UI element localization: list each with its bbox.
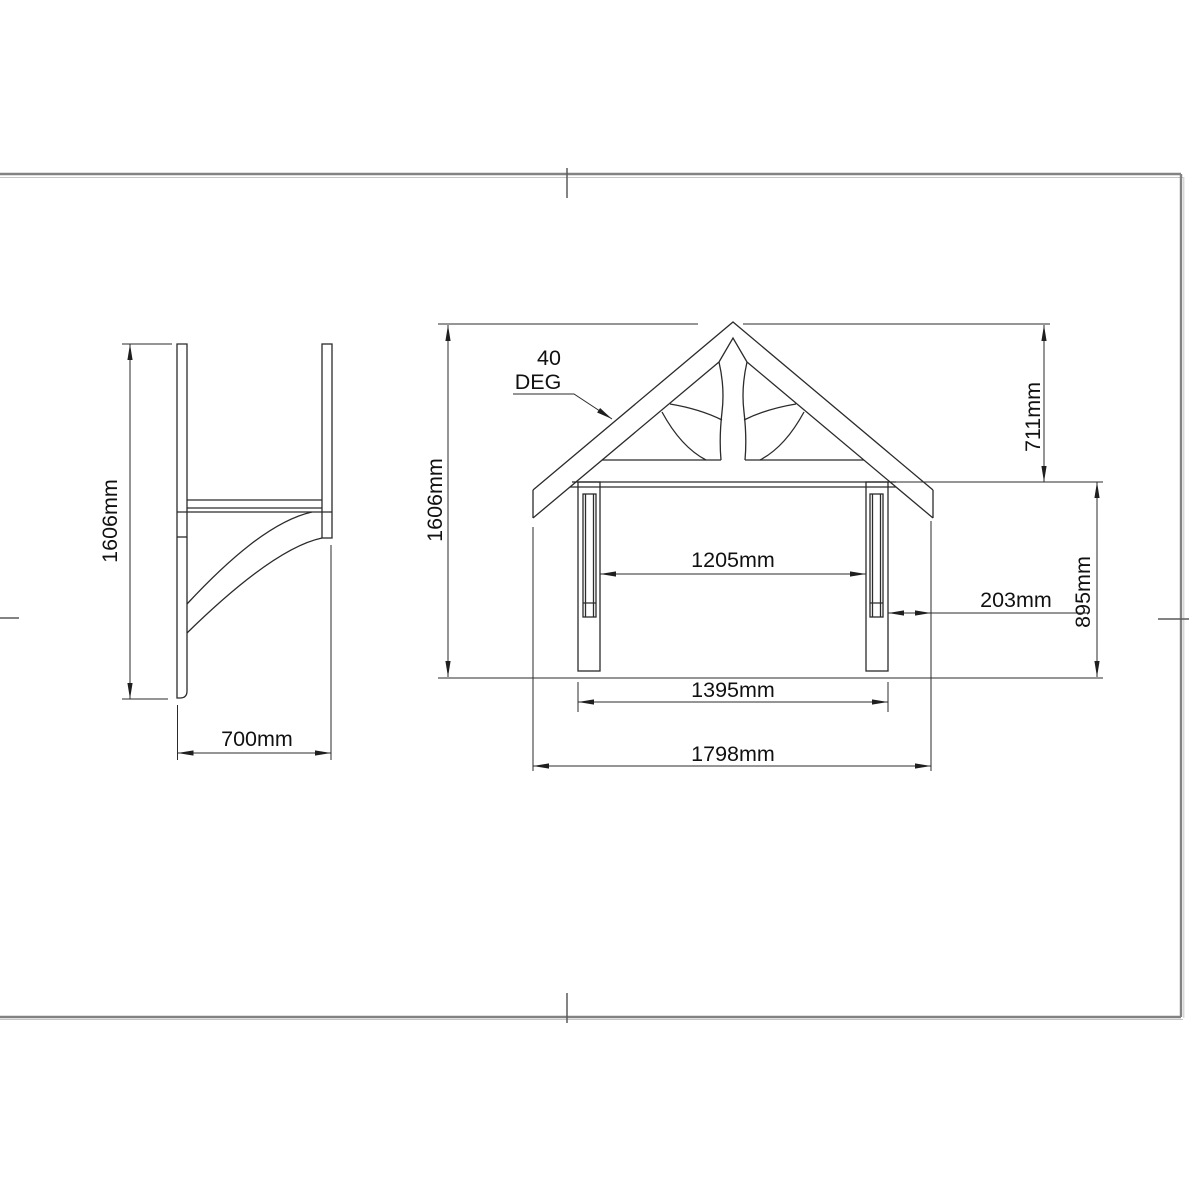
side-view-bracket-upper-curve xyxy=(187,512,312,604)
front-view-right-post xyxy=(866,482,888,671)
roof-angle-value: 40 xyxy=(537,346,561,370)
front-view-king-post-right-edge xyxy=(743,362,747,460)
dim-text-side-depth: 700mm xyxy=(221,727,293,751)
front-view-right-spoke xyxy=(744,404,796,420)
dim-text-overall-width: 1798mm xyxy=(691,742,775,766)
dim-text-gable-height: 711mm xyxy=(1021,381,1045,453)
front-view-dimensions xyxy=(423,324,1103,771)
front-view-right-cutout-curve xyxy=(760,412,804,460)
front-view-left-post xyxy=(578,482,600,671)
side-view-front-bar xyxy=(322,344,332,538)
roof-angle-leader-arrow xyxy=(597,408,612,419)
dim-text-clear-width: 1205mm xyxy=(691,548,775,572)
front-view-left-spoke xyxy=(670,404,722,420)
front-view-left-post-panel xyxy=(583,494,596,617)
side-view xyxy=(177,344,332,698)
dim-text-side-height: 1606mm xyxy=(98,479,122,563)
side-view-wall-bar xyxy=(177,344,187,698)
dim-text-post-span: 1395mm xyxy=(691,678,775,702)
front-view xyxy=(533,322,933,671)
dim-text-post-height: 895mm xyxy=(1071,556,1095,628)
dim-text-side-overhang: 203mm xyxy=(980,588,1052,612)
front-view-left-cutout-curve xyxy=(662,412,706,460)
front-view-apex-joint xyxy=(719,338,747,362)
roof-angle-leader-line xyxy=(513,394,612,419)
side-view-bracket-lower-curve xyxy=(187,538,322,633)
side-view-dimensions xyxy=(98,344,331,760)
front-view-right-post-panel xyxy=(870,494,883,617)
roof-angle-unit: DEG xyxy=(514,370,562,394)
roof-angle-callout xyxy=(513,346,612,419)
front-view-king-post-left-edge xyxy=(719,362,723,460)
dim-text-front-height: 1606mm xyxy=(423,458,447,542)
side-view-beam xyxy=(177,500,332,512)
front-view-right-bargeboard-inner-edge xyxy=(747,362,933,518)
